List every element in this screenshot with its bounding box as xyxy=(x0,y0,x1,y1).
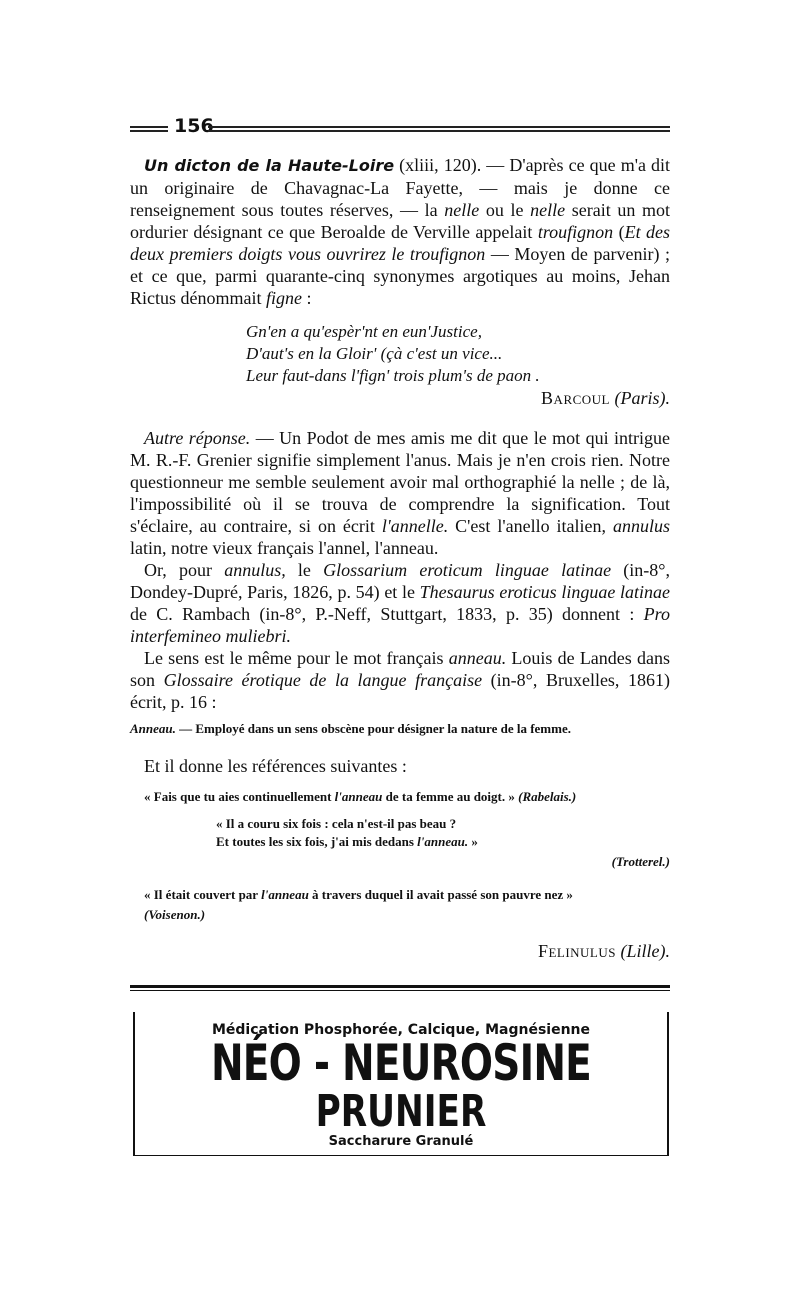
definition-anneau: Anneau. — Employé dans un sens obscène pour désigner la nature de la femme. xyxy=(130,721,571,736)
poem-line: Gn'en a qu'espèr'nt en eun'Justice, xyxy=(246,322,482,341)
ad-brand-maker: PRUNIER xyxy=(315,1086,487,1137)
verse-line: Et toutes les six fois, j'ai mis dedans l'anneau. » xyxy=(216,834,478,849)
poem xyxy=(246,321,670,387)
separator-rule xyxy=(130,985,670,991)
references-intro: Et il donne les références suivantes : xyxy=(144,756,407,776)
verse-source: (Trotterel.) xyxy=(611,854,670,869)
header-rule-right xyxy=(208,126,670,132)
signature-barcoul: Barcoul (Paris). xyxy=(541,388,670,408)
page-header xyxy=(130,115,670,140)
quote-voisenon: « Il était couvert par l'anneau à travers duquel il avait passé son pauvre nez » (Voisenon.) xyxy=(144,887,573,922)
signature-felinulus: Felinulus (Lille). xyxy=(537,941,670,961)
ad-brand-name: NÉO - NEUROSINE xyxy=(210,1034,592,1092)
page-number: 156 xyxy=(174,115,214,137)
paragraph-dicton: Un dicton de la Haute-Loire (xliii, 120). — D'après ce que m'a dit un originaire de Chavagnac-La Fayette, — mais je donne ce renseignement sous toutes réserves, — la nelle ou le nelle serait un mot ordurier désignant ce que Beroalde de Verville appelait troufignon (Et des deux premiers doigts vous ouvrirez le troufignon — Moyen de parvenir) ; et ce que, parmi quarante-cinq synonymes argotiques au moins, Jehan Rictus dénommait figne : xyxy=(130,155,670,308)
paragraph-autre-reponse: Autre réponse. — Un Podot de mes amis me dit que le mot qui intrigue M. R.-F. Grenier signifie simplement l'anus. Mais je n'en crois rien. Notre questionneur me semble seulement avoir mal orthographié la nelle ; de là, l'impossibilité où il se trouva de comprendre la signification. Tout s'éclaire, au contraire, si on écrit l'annelle. C'est l'anello italien, annulus latin, notre vieux français l'annel, l'anneau. xyxy=(130,428,671,558)
verse-trotterel xyxy=(216,815,670,871)
section-lead: Autre réponse. xyxy=(144,428,251,448)
article-body xyxy=(130,154,670,962)
paragraph-anneau: Le sens est le même pour le mot français anneau. Louis de Landes dans son Glossaire érotique de la langue française (in-8°, Bruxelles, 1861) écrit, p. 16 : xyxy=(130,648,671,712)
paragraph-annulus: Or, pour annulus, le Glossarium eroticum linguae latinae (in-8°, Dondey-Dupré, Paris, 1826, p. 54) et le Thesaurus eroticus linguae latinae de C. Rambach (in-8°, P.-Neff, Stuttgart, 1833, p. 35) donnent : Pro interfemineo muliebri. xyxy=(130,560,670,646)
section-lead: Un dicton de la Haute-Loire xyxy=(144,156,395,175)
advertisement xyxy=(133,1012,669,1156)
ad-tagline: Médication Phosphorée, Calcique, Magnésienne xyxy=(211,1022,591,1038)
header-rule-left xyxy=(130,126,168,132)
poem-line: Leur faut-dans l'fign' trois plum's de paon . xyxy=(246,366,540,385)
ad-subtitle: Saccharure Granulé xyxy=(328,1134,474,1149)
verse-line: « Il a couru six fois : cela n'est-il pas beau ? xyxy=(216,816,457,831)
quote-rabelais: « Fais que tu aies continuellement l'anneau de ta femme au doigt. » (Rabelais.) xyxy=(144,789,577,804)
poem-line: D'aut's en la Gloir' (çà c'est un vice... xyxy=(246,344,503,363)
